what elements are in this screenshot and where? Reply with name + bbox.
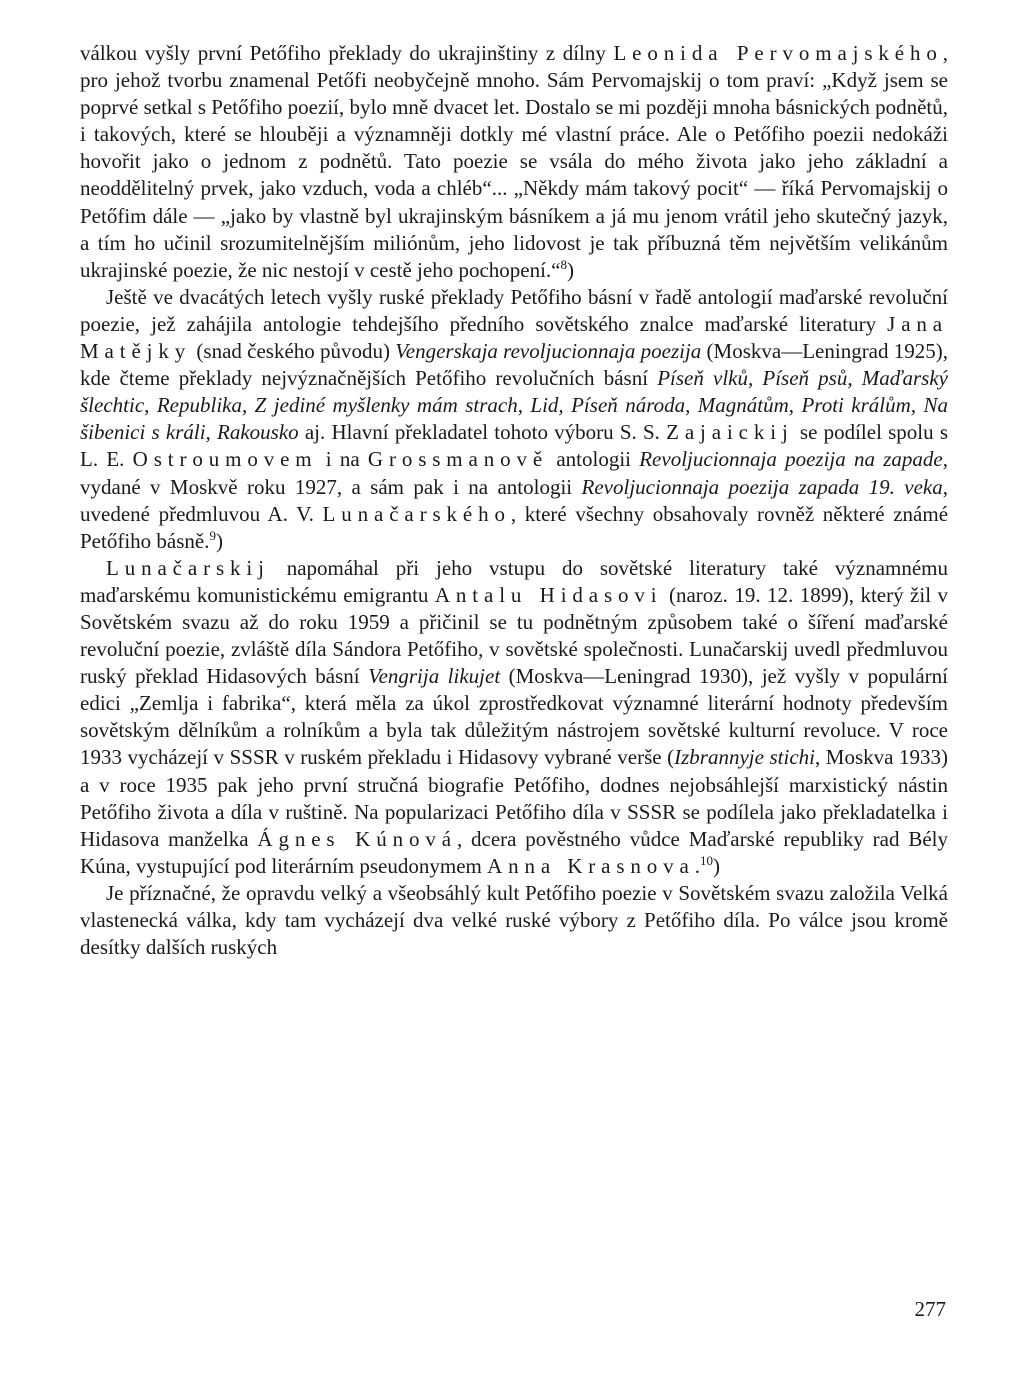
spaced-name: Ostroumovem <box>132 447 318 472</box>
footnote-ref: 8 <box>560 256 567 272</box>
page-body <box>80 40 948 961</box>
text-run: ) <box>567 257 574 282</box>
italic-title: Píseň vlků, Píseň psů, Maďarský šlechtic, Republika, Z jediné myšlenky mám strach, Lid, Píseň národa, Magnátům, Proti králům, Na šibenici s králi, Rakousko <box>80 366 948 445</box>
text-run: napomáhal při jeho vstupu do sovětské literatury také významnému maďarskému komunistickému emigrantu <box>80 555 948 607</box>
italic-title: Revoljucionnaja poezija zapada 19. veka <box>581 474 943 499</box>
paragraph <box>80 40 948 284</box>
text-run: (Moskva—Leningrad 1930), jež vyšly v populární edici „Zemlja i fabrika“, která měla za úkol zprostředkovat významné literární hodnoty především sovětským dělníkům a rolníkům a byla tak důležitým nástrojem sovětské kulturní revoluce. V roce 1933 vycházejí v SSSR v ruském překladu i Hidasovy vybrané verše ( <box>80 664 948 770</box>
italic-title: Vengrija likujet <box>368 664 501 689</box>
text-run: (naroz. 19. 12. 1899), který žil v Sovětském svazu až do roku 1959 a přičinil se tu podnětným způsobem také o šíření maďarské revoluční poezie, zvláště díla Sándora Petőfiho, v sovětské společnosti. Lunačarskij uvedl předmluvou ruský překlad Hidasových básní <box>80 582 949 689</box>
text-run: , pro jehož tvorbu znamenal Petőfi neobyčejně mnoho. Sám Pervomajskij o tom praví: „Když jsem se poprvé setkal s Petőfiho poezií, bylo mně dvacet let. Dostalo se mi později mnoha básnických podnětů, i takových, které se hlouběji a významněji dotkly mé vlastní práce. Ale o Petőfiho poezii nedokáži hovořit jako o jednom z podnětů. Tato poezie se vsála do mého života jako jeho základní a neoddělitelný prvek, jako vzduch, voda a chléb“... „Někdy mám takový pocit“ — říká Pervomajskij o Petőfim dále — „jako by vlastně byl ukrajinským básníkem a já mu jenom vrátil jeho skutečný jazyk, a tím ho učinil srozumitelnějším miliónům, jeho lidovost je tak příbuzná těm největším velikánům ukrajinské poezie, že nic nestojí v cestě jeho pochopení.“ <box>80 41 949 282</box>
text-run: ) <box>215 528 223 553</box>
italic-title: Revoljucionnaja poezija na zapade <box>639 447 943 472</box>
text-run: . <box>694 853 701 878</box>
spaced-name: Lunačarskij <box>106 555 270 580</box>
spaced-name: Lunačarského <box>322 501 511 526</box>
text-run: , Moskva 1933) a v roce 1935 pak jeho první stručná biografie Petőfiho, dodnes nejobsáhlejší marxistický nástin Petőfiho života a díla v ruštině. Na popularizaci Petőfiho díla v SSSR se podílela jako překladatelka i Hidasova manželka <box>80 745 948 851</box>
text-run: ) <box>713 853 721 878</box>
paragraph <box>80 284 948 555</box>
text-run: i na <box>317 447 368 472</box>
italic-title: Vengerskaja revoljucionnaja poezija <box>395 339 702 364</box>
text-run: se podílel spolu s L. E. <box>80 420 949 472</box>
text-run: antologii <box>548 447 640 472</box>
paragraph <box>80 880 948 961</box>
spaced-name: Anna Krasnova <box>487 853 695 878</box>
text-run: (Moskva—Leningrad 1925), kde čteme překlady nejvýznačnějších Petőfiho revolučních básní <box>80 339 948 391</box>
spaced-name: Jana Matějky <box>80 311 948 364</box>
italic-title: Izbrannyje stichi <box>674 745 815 770</box>
text-run: (snad českého původu) <box>191 339 396 364</box>
text-run: , které všechny obsahovaly rovněž některé známé Petőfiho básně. <box>80 501 949 553</box>
spaced-name: Antalu Hidasovi <box>434 582 663 607</box>
page-number: 277 <box>914 1297 946 1321</box>
spaced-name: Ágnes Kúnová <box>257 826 457 851</box>
text-run: Je příznačné, že opravdu velký a všeobsáhlý kult Petőfiho poezie v Sovětském svazu založila Velká vlastenecká válka, kdy tam vycházejí dva velké ruské výbory z Petőfiho díla. Po válce jsou kromě desítky dalších ruských <box>80 880 948 960</box>
text-run: , vydané v Moskvě roku 1927, a sám pak i na antologii <box>80 447 949 499</box>
spaced-name: Leonida Pervomajského <box>613 41 943 65</box>
paragraph <box>80 555 948 880</box>
text-run: válkou vyšly první Petőfiho překlady do ukrajinštiny z dílny <box>80 41 614 65</box>
spaced-name: Zajaickij <box>666 420 794 445</box>
footnote-ref: 9 <box>209 527 216 543</box>
spaced-name: Grossmanově <box>367 447 549 472</box>
text-run: , dcera pověstného vůdce Maďarské republiky rad Bély Kúna, vystupující pod literárním pseudonymem <box>80 826 948 878</box>
text-run: aj. Hlavní překladatel tohoto výboru S. S. <box>298 420 667 445</box>
text-run: Ještě ve dvacátých letech vyšly ruské překlady Petőfiho básní v řadě antologií maďarské revoluční poezie, jež zahájila antologie tehdejšího předního sovětského znalce maďarské literatury <box>80 284 948 336</box>
text-run: , uvedené předmluvou A. V. <box>80 474 948 526</box>
footnote-ref: 10 <box>700 852 714 868</box>
